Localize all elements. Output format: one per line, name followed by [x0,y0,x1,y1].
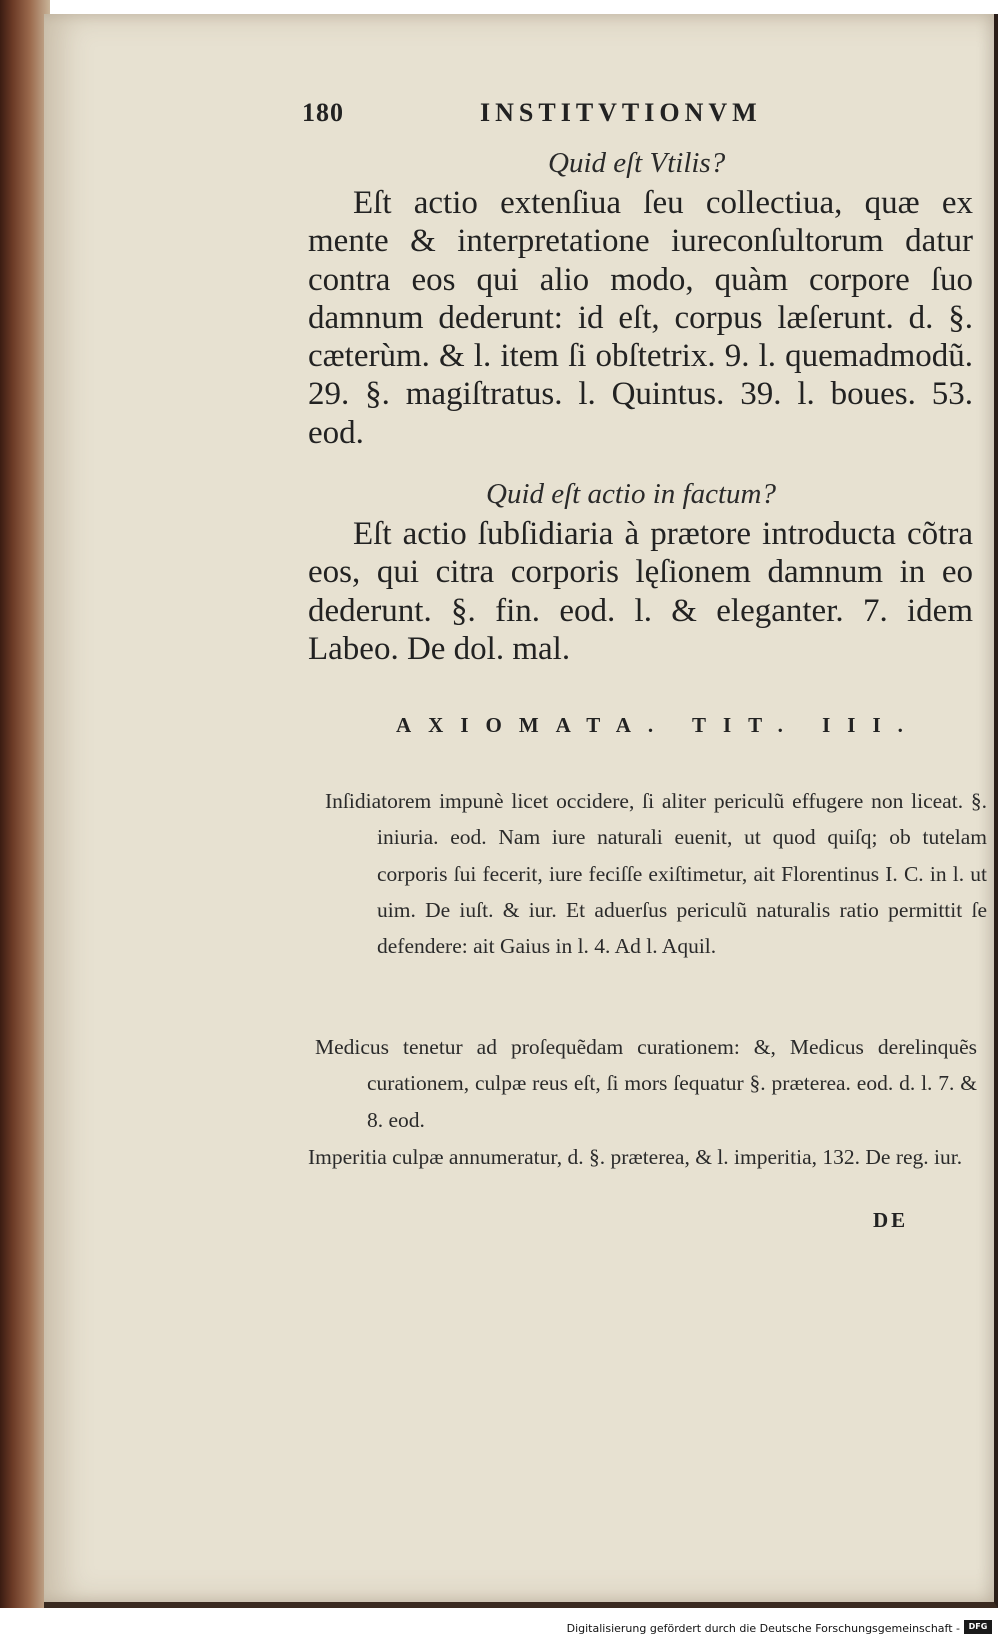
page-number: 180 [302,98,344,127]
dfg-logo: DFG [964,1620,992,1634]
digitization-credit: Digitalisierung gefördert durch die Deutsche Forschungsgemeinschaft - [566,1622,960,1635]
catchword: DE [873,1208,909,1232]
axiom-paragraph: Imperitia culpæ annumeratur, d. §. præterea, & l. imperitia, 132. De reg. iur. [308,1145,963,1169]
question-heading: Quid eſt actio in factum? [486,478,776,510]
axiom-paragraph: Medicus tenetur ad proſequẽdam curationem: &, Medicus derelinquẽs curationem, culpæ reus eſt, ſi mors ſequatur §. præterea. eod. d. l. 7. & 8. eod. [315,1035,977,1132]
running-head: INSTITVTIONVM [480,98,762,127]
axiom-paragraph: Inſidiatorem impunè licet occidere, ſi aliter periculũ effugere non liceat. §. iniuria. eod. Nam iure naturali euenit, ut quod quiſq; ob tutelam corporis ſui fecerit, iure feciſſe exiſtimetur, ait Florentinus I. C. in l. ut uim. De iuſt. & iur. Et aduerſus periculũ naturalis ratio permittit ſe defendere: ait Gaius in l. 4. Ad l. Aquil. [325,789,987,959]
answer-paragraph: Eſt actio ſubſidiaria à prætore introducta cõtra eos, qui citra corporis lęſionem damnum in eo dederunt. §. fin. eod. l. & eleganter. 7. idem Labeo. De dol. mal. [308,516,973,667]
question-heading: Quid eſt Vtilis? [548,147,726,179]
book-spine [0,0,50,1608]
answer-paragraph: Eſt actio extenſiua ſeu collectiua, quæ ex mente & interpretatione iureconſultorum datur contra eos qui alio modo, quàm corpore ſuo damnum dederunt: id eſt, corpus læſerunt. d. §. cæterùm. & l. item ſi obſtetrix. 9. l. quemadmodũ. 29. §. magiſtratus. l. Quintus. 39. l. boues. 53. eod. [308,185,973,451]
section-heading: AXIOMATA. TIT. III. [396,713,920,737]
